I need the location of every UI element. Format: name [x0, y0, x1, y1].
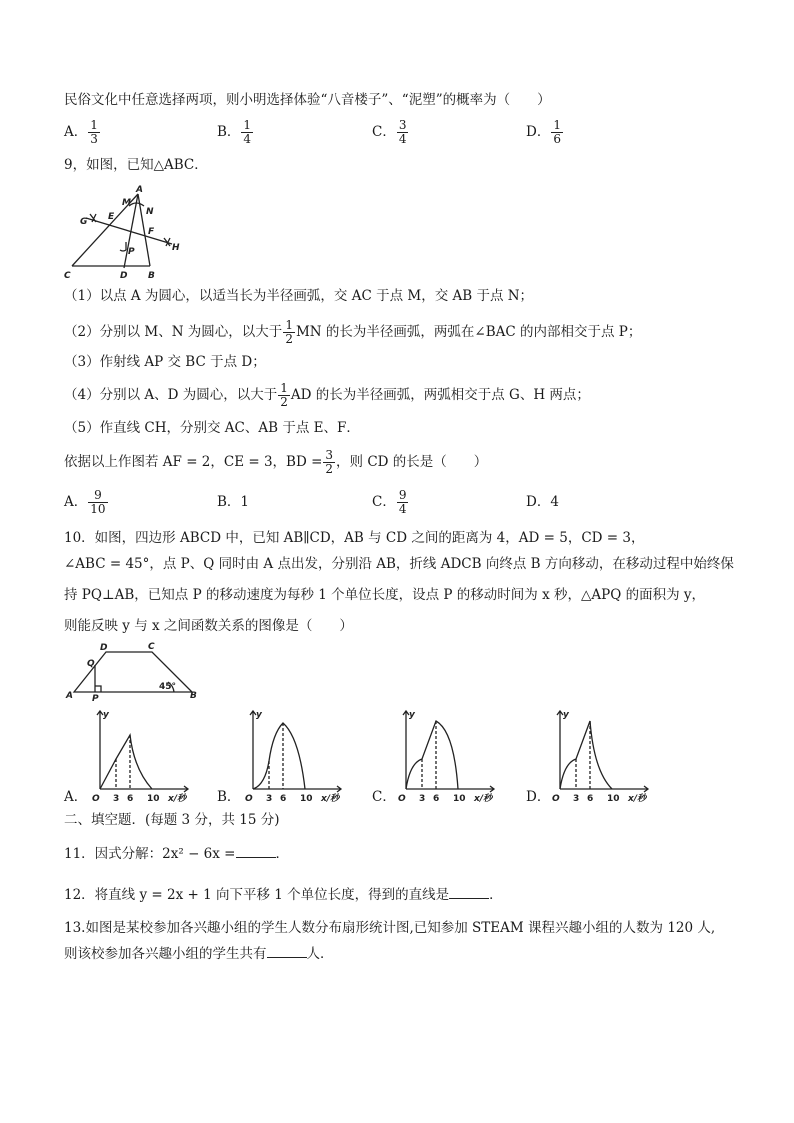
- q10-line2: ∠ABC = 45°，点 P、Q 同时由 A 点出发，分别沿 AB，折线 ADCB 向终点 B 方向移动，在移动过程中始终保: [64, 556, 734, 572]
- q9-label-g: G: [80, 217, 88, 227]
- q10-graph-a: [88, 705, 198, 805]
- q9-label-a: A: [136, 185, 143, 195]
- q9-triangle-figure: [62, 184, 182, 284]
- q8-stem: 民俗文化中任意选择两项，则小明选择体验“八音楼子”、“泥塑”的概率为（ ）: [64, 92, 551, 108]
- q8-option-d: D． $\frac{1}{6}$: [526, 118, 561, 146]
- graph-c-x-label: x/秒: [474, 794, 493, 804]
- q10-label-d: D: [100, 643, 108, 653]
- q12-answer-blank[interactable]: [449, 886, 489, 899]
- q9-option-d: D．4: [526, 494, 559, 510]
- q10-trapezoid-figure: [62, 640, 202, 702]
- q10-label-c: C: [148, 642, 155, 652]
- graph-d-tick-10: 10: [607, 794, 620, 804]
- q9-stem: 9，如图，已知△ABC．: [64, 157, 208, 173]
- q9-step3: （3）作射线 AP 交 BC 于点 D；: [64, 354, 266, 370]
- q13-answer-blank[interactable]: [267, 945, 307, 958]
- q9-label-m: M: [122, 198, 131, 208]
- q13-line2: 则该校参加各兴趣小组的学生共有 人．: [64, 946, 334, 962]
- q10-line4: 则能反映 y 与 x 之间函数关系的图像是（ ）: [64, 618, 353, 634]
- q9-given: 依据以上作图若 AF = 2，CE = 3，BD = $\frac{3}{2}$ ，则 CD 的长是（ ）: [64, 448, 488, 476]
- q9-label-e: E: [108, 212, 115, 222]
- graph-d-x-label: x/秒: [628, 794, 647, 804]
- graph-c-tick-3: 3: [419, 794, 426, 804]
- graph-c-tick-10: 10: [453, 794, 466, 804]
- graph-d-origin: O: [552, 794, 560, 804]
- q10-label-b: B: [190, 691, 197, 701]
- graph-a-y-label: y: [103, 710, 109, 720]
- q10-option-b-label: B．: [217, 789, 241, 805]
- graph-a-tick-3: 3: [113, 794, 120, 804]
- q9-step1: （1）以点 A 为圆心，以适当长为半径画弧，交 AC 于点 M，交 AB 于点 N；: [64, 288, 534, 304]
- section-2-heading: 二、填空题．(每题 3 分，共 15 分): [64, 812, 280, 828]
- q8-option-b: B． $\frac{1}{4}$: [217, 118, 252, 146]
- q13-line1: 13.如图是某校参加各兴趣小组的学生人数分布扇形统计图,已知参加 STEAM 课程兴趣小组的人数为 120 人,: [64, 920, 716, 936]
- graph-b-origin: O: [245, 794, 253, 804]
- q9-option-b: B．1: [217, 494, 250, 510]
- graph-b-x-label: x/秒: [321, 794, 340, 804]
- q8-option-c: C． $\frac{3}{4}$: [372, 118, 407, 146]
- q10-graph-b: [241, 705, 351, 805]
- q9-label-h: H: [172, 243, 180, 253]
- graph-b-tick-6: 6: [280, 794, 287, 804]
- q9-step4: （4）分别以 A、D 为圆心，以大于 $\frac{1}{2}$ AD 的长为半径画弧，两弧相交于点 G、H 两点；: [64, 381, 590, 409]
- graph-a-origin: O: [92, 794, 100, 804]
- graph-d-tick-6: 6: [587, 794, 594, 804]
- graph-a-x-label: x/秒: [168, 794, 187, 804]
- graph-a-tick-6: 6: [127, 794, 134, 804]
- q10-option-d-label: D．: [526, 789, 551, 805]
- q10-option-c-label: C．: [372, 789, 396, 805]
- q10-option-a-label: A．: [64, 789, 88, 805]
- q9-label-n: N: [146, 207, 154, 217]
- q12: 12．将直线 y = 2x + 1 向下平移 1 个单位长度，得到的直线是 ．: [64, 887, 503, 903]
- q9-label-b: B: [148, 271, 155, 281]
- graph-c-tick-6: 6: [433, 794, 440, 804]
- graph-c-y-label: y: [409, 710, 415, 720]
- graph-a-tick-10: 10: [147, 794, 160, 804]
- graph-b-y-label: y: [256, 710, 262, 720]
- q9-option-c: C． $\frac{9}{4}$: [372, 488, 407, 516]
- q10-label-angle: 45°: [159, 682, 177, 692]
- q9-option-a: A． $\frac{9}{10}$: [64, 488, 106, 516]
- graph-d-tick-3: 3: [573, 794, 580, 804]
- q10-line1: 10．如图，四边形 ABCD 中，已知 AB∥CD，AB 与 CD 之间的距离为 4，AD = 5，CD = 3，: [64, 530, 645, 546]
- q11-answer-blank[interactable]: [236, 845, 276, 858]
- q10-label-q: Q: [87, 659, 95, 669]
- q11: 11．因式分解：2x² − 6x = ．: [64, 846, 289, 862]
- graph-d-y-label: y: [563, 710, 569, 720]
- q9-step2: （2）分别以 M、N 为圆心，以大于 $\frac{1}{2}$ MN 的长为半径画弧，两弧在∠BAC 的内部相交于点 P；: [64, 318, 642, 346]
- q10-label-a: A: [66, 691, 73, 701]
- q9-step5: （5）作直线 CH，分别交 AC、AB 于点 E、F．: [64, 420, 360, 436]
- graph-c-origin: O: [398, 794, 406, 804]
- q9-label-c: C: [64, 271, 71, 281]
- graph-b-tick-3: 3: [266, 794, 273, 804]
- q10-graph-d: [548, 705, 658, 805]
- q10-graph-c: [394, 705, 504, 805]
- q9-label-f: F: [148, 227, 155, 237]
- q9-label-d: D: [120, 271, 128, 281]
- q10-label-p: P: [92, 694, 99, 702]
- q8-option-a: A． $\frac{1}{3}$: [64, 118, 98, 146]
- graph-b-tick-10: 10: [300, 794, 313, 804]
- q10-line3: 持 PQ⊥AB，已知点 P 的移动速度为每秒 1 个单位长度，设点 P 的移动时间为 x 秒，△APQ 的面积为 y，: [64, 587, 705, 603]
- q9-label-p: P: [128, 247, 135, 257]
